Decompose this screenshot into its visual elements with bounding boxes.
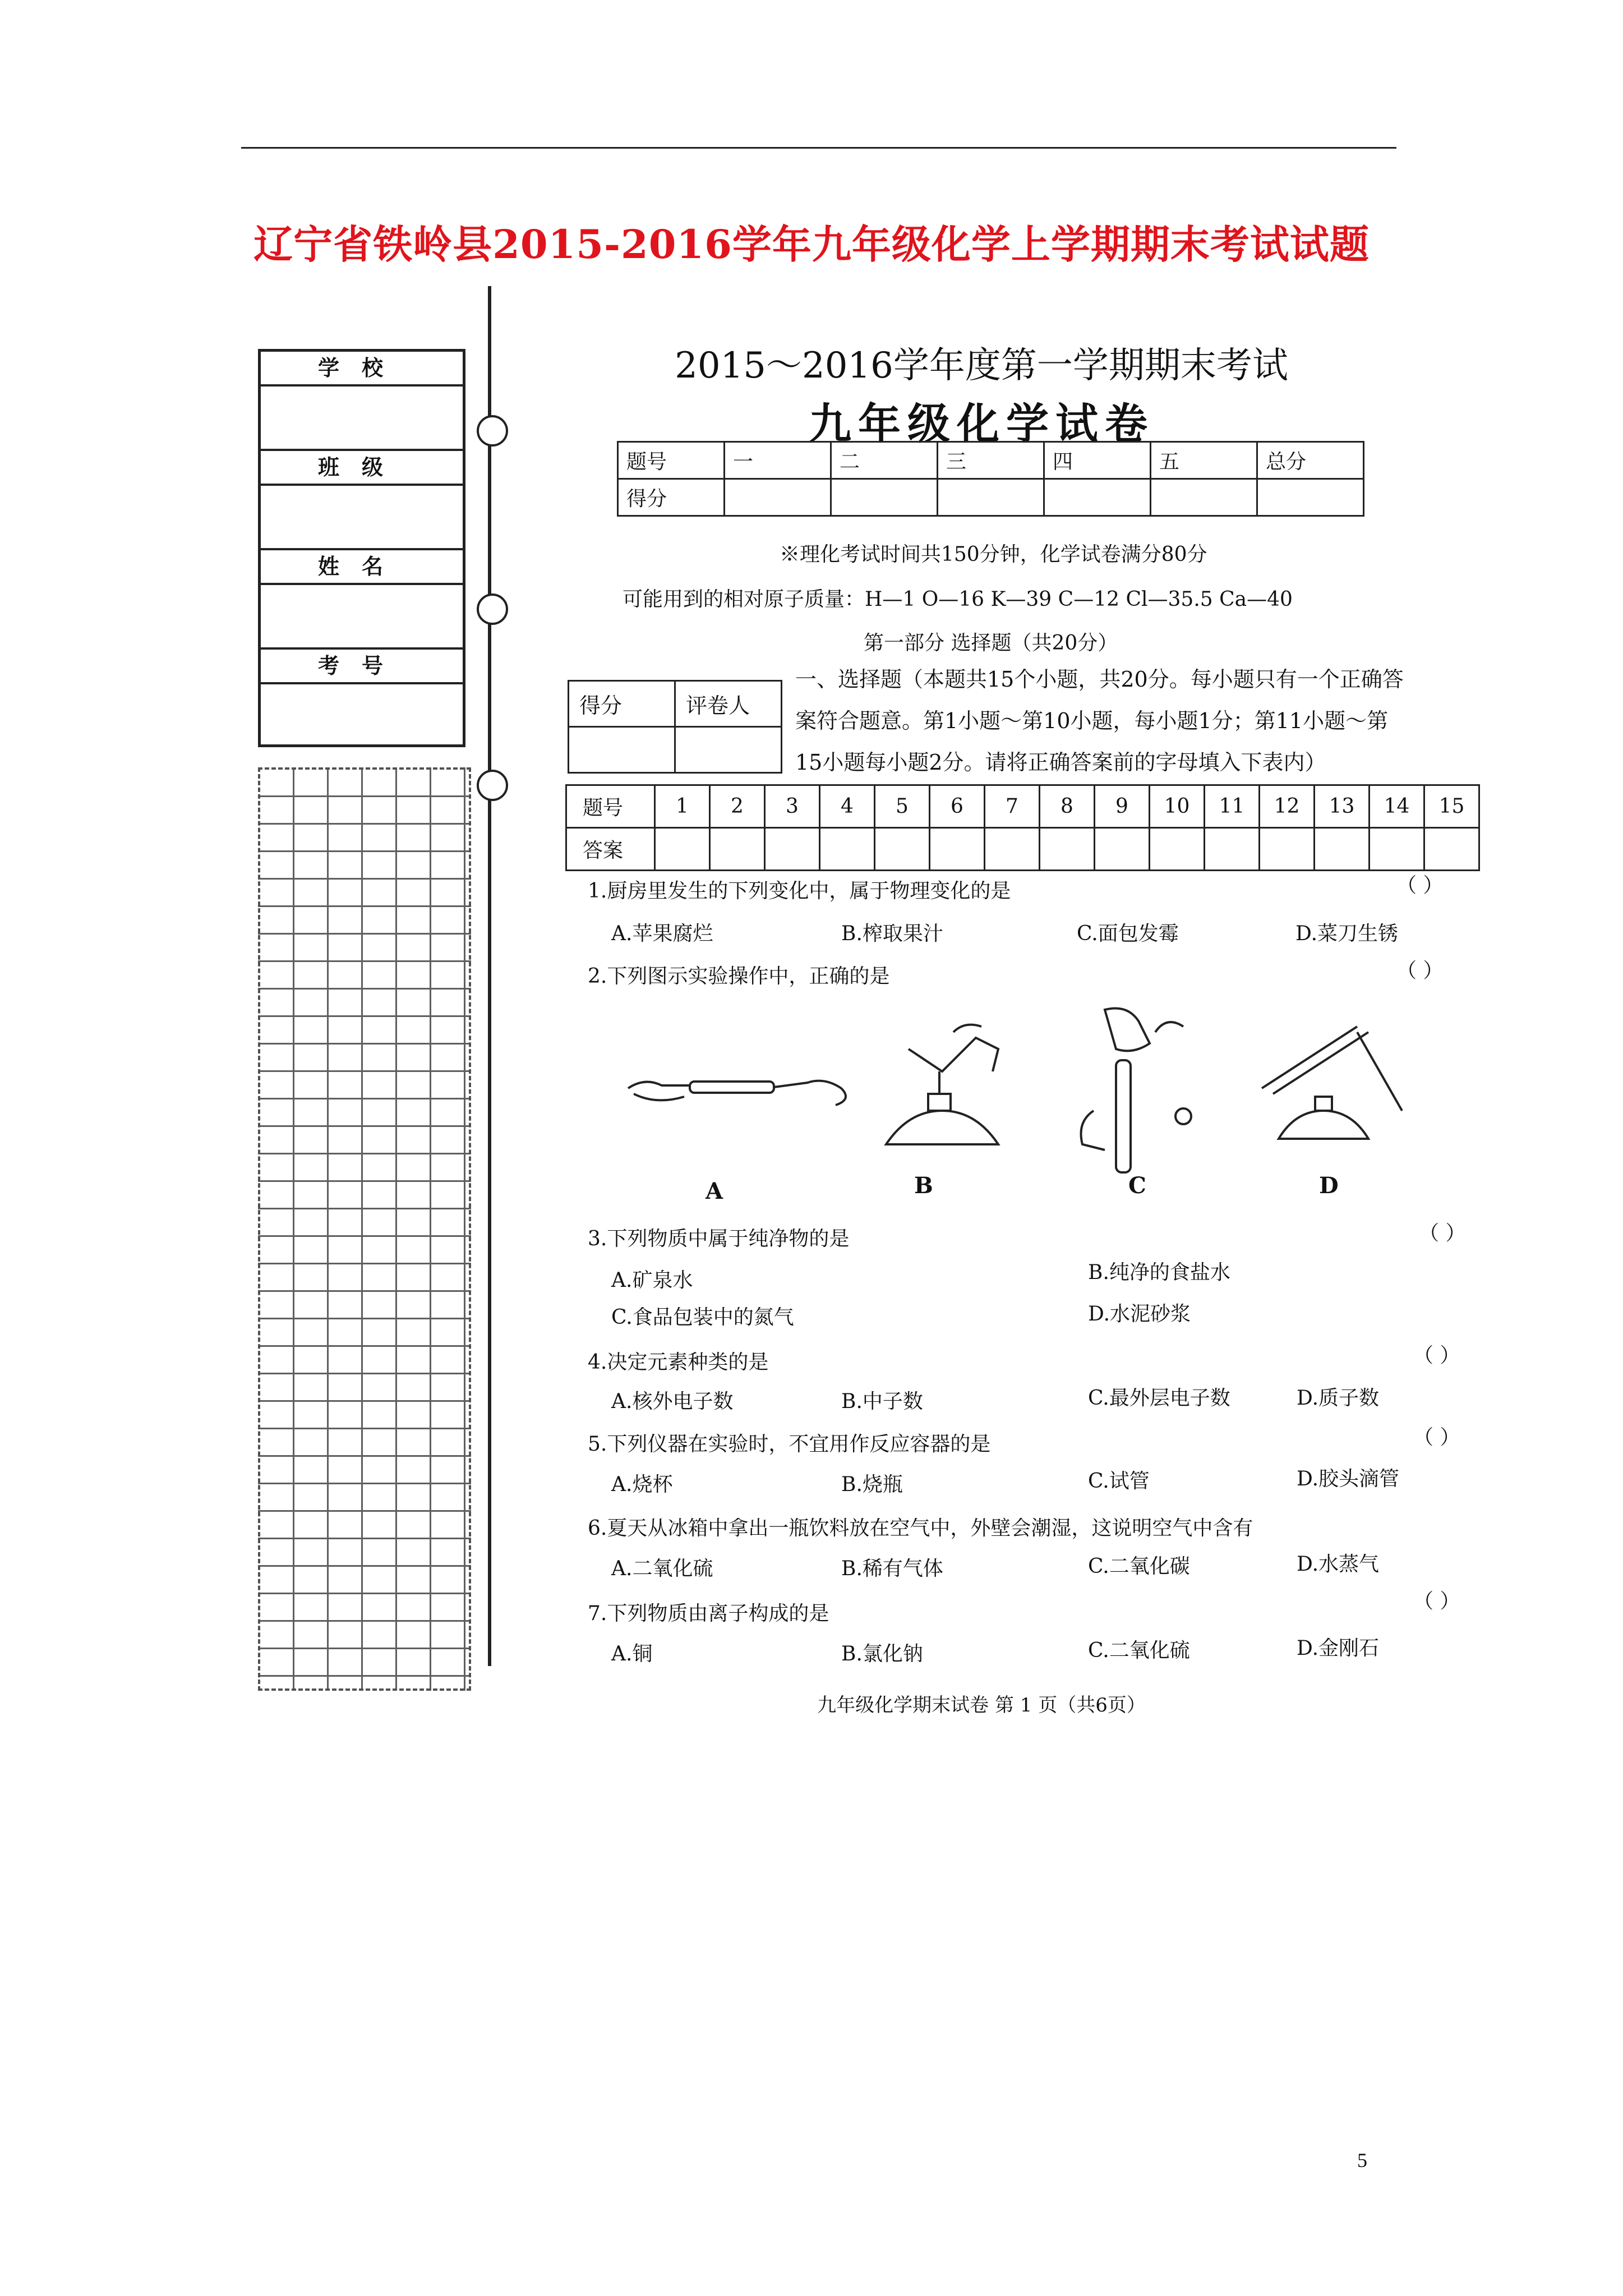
answer-paren: （ ） (1396, 959, 1444, 982)
score-cell: 五 (1151, 442, 1257, 479)
score-blank (831, 479, 938, 516)
binding-line (488, 286, 491, 1666)
answer-number: 14 (1370, 785, 1424, 828)
question-option: C.二氧化碳 (1088, 1555, 1190, 1578)
answer-number: 1 (655, 785, 710, 828)
question-option: C.食品包装中的氮气 (611, 1306, 794, 1329)
section-intro: 一、选择题（本题共15个小题，共20分。每小题只有一个正确答 (795, 667, 1404, 692)
answer-number: 3 (765, 785, 820, 828)
binding-hole (477, 415, 508, 447)
figure-c-pouring (1081, 1009, 1192, 1173)
question-option: D.金刚石 (1297, 1637, 1380, 1660)
question-option: C.面包发霉 (1077, 922, 1179, 945)
answer-cell (655, 828, 710, 871)
question-option: D.胶头滴管 (1297, 1467, 1400, 1490)
section-intro: 15小题每小题2分。请将正确答案前的字母填入下表内） (795, 750, 1326, 775)
answer-paren: （ ） (1396, 874, 1444, 897)
answer-cell (820, 828, 875, 871)
score-blank (1044, 479, 1151, 516)
info-label-class: 班级 (261, 451, 463, 486)
answer-cell (985, 828, 1040, 871)
question-option: D.质子数 (1297, 1387, 1380, 1410)
document-title: 辽宁省铁岭县2015-2016学年九年级化学上学期期末考试试题 (253, 221, 1370, 268)
lab-operations-figure (617, 999, 1436, 1200)
question-option: D.水蒸气 (1297, 1553, 1380, 1576)
grader-blank (569, 727, 675, 773)
exam-note: ※理化考试时间共150分钟，化学试卷满分80分 (780, 543, 1207, 566)
question-option: B.中子数 (841, 1390, 923, 1413)
answer-paren: （ ） (1419, 1222, 1466, 1245)
answer-number: 2 (710, 785, 765, 828)
score-blank (938, 479, 1044, 516)
answer-cell (1040, 828, 1095, 871)
answer-number: 10 (1150, 785, 1205, 828)
figure-a-test-tube (628, 1081, 846, 1105)
question-option: A.烧杯 (611, 1473, 673, 1496)
answer-cell (1205, 828, 1260, 871)
answer-cell (1315, 828, 1370, 871)
grader-blank (675, 727, 782, 773)
question-option: B.稀有气体 (841, 1557, 943, 1580)
score-cell: 题号 (618, 442, 725, 479)
question-option: B.烧瓶 (841, 1473, 903, 1496)
figure-label-b: B (914, 1172, 933, 1199)
answer-number: 8 (1040, 785, 1095, 828)
header-rule (241, 147, 1396, 149)
question-option: A.二氧化硫 (611, 1557, 713, 1580)
figure-b-alcohol-lamp (886, 1025, 998, 1144)
info-label-id: 考号 (261, 650, 463, 684)
answer-paren: （ ） (1413, 1590, 1460, 1613)
score-cell: 总分 (1257, 442, 1364, 479)
score-blank (1257, 479, 1364, 516)
answer-number: 7 (985, 785, 1040, 828)
question-option: A.核外电子数 (611, 1390, 734, 1413)
exam-footer: 九年级化学期末试卷 第 1 页（共6页） (817, 1694, 1146, 1717)
answer-cell (1150, 828, 1205, 871)
binding-hole (477, 770, 508, 801)
answer-number: 13 (1315, 785, 1370, 828)
question-stem: 6.夏天从冰箱中拿出一瓶饮料放在空气中，外壁会潮湿，这说明空气中含有 (588, 1517, 1253, 1540)
figure-label-c: C (1128, 1172, 1146, 1199)
score-cell: 三 (938, 442, 1044, 479)
section-intro: 案符合题意。第1小题～第10小题，每小题1分；第11小题～第 (795, 708, 1389, 733)
score-table (617, 441, 1364, 517)
question-stem: 7.下列物质由离子构成的是 (588, 1602, 829, 1625)
answer-table-header: 题号 (566, 785, 655, 828)
question-stem: 1.厨房里发生的下列变化中，属于物理变化的是 (588, 880, 1011, 903)
answer-number: 6 (930, 785, 985, 828)
answer-cell (1260, 828, 1315, 871)
question-option: B.氯化钠 (841, 1642, 923, 1665)
question-option: C.最外层电子数 (1088, 1387, 1230, 1410)
score-cell: 四 (1044, 442, 1151, 479)
question-option: D.菜刀生锈 (1295, 922, 1399, 945)
question-option: C.试管 (1088, 1470, 1150, 1493)
binding-hole (477, 593, 508, 625)
answer-cell (710, 828, 765, 871)
student-info-box (258, 349, 465, 747)
answer-number: 9 (1095, 785, 1150, 828)
score-cell: 二 (831, 442, 938, 479)
answer-cell (1424, 828, 1479, 871)
page-number: 5 (1357, 2149, 1367, 2171)
answer-paren: （ ） (1413, 1344, 1460, 1367)
question-stem: 2.下列图示实验操作中，正确的是 (588, 965, 890, 988)
part-title: 第一部分 选择题（共20分） (864, 632, 1118, 655)
question-option: B.纯净的食盐水 (1088, 1261, 1230, 1284)
info-field-name (261, 585, 463, 650)
question-option: C.二氧化硫 (1088, 1639, 1190, 1662)
grader-cell: 评卷人 (675, 681, 782, 727)
question-option: A.铜 (611, 1642, 653, 1665)
exam-subtitle: 九年级化学试卷 (809, 399, 1154, 449)
info-field-school (261, 386, 463, 451)
answer-cell (1095, 828, 1150, 871)
grader-cell: 得分 (569, 681, 675, 727)
answer-number: 12 (1260, 785, 1315, 828)
question-stem: 3.下列物质中属于纯净物的是 (588, 1227, 850, 1250)
info-label-school: 学校 (261, 352, 463, 386)
answer-number: 11 (1205, 785, 1260, 828)
question-option: B.榨取果汁 (841, 922, 943, 945)
exam-title: 2015～2016学年度第一学期期末考试 (675, 345, 1288, 386)
info-field-class (261, 486, 463, 550)
question-option: A.矿泉水 (611, 1269, 693, 1292)
score-cell: 一 (725, 442, 831, 479)
figure-label-a: A (706, 1178, 723, 1204)
question-stem: 5.下列仪器在实验时，不宜用作反应容器的是 (588, 1433, 991, 1456)
answer-cell (875, 828, 930, 871)
answer-table (565, 784, 1480, 871)
score-blank (1151, 479, 1257, 516)
answer-table-label: 答案 (566, 828, 655, 871)
atomic-masses: 可能用到的相对原子质量：H—1 O—16 K—39 C—12 Cl—35.5 Ca—40 (623, 588, 1293, 611)
answer-number: 15 (1424, 785, 1479, 828)
answer-cell (765, 828, 820, 871)
score-cell: 得分 (618, 479, 725, 516)
question-option: A.苹果腐烂 (611, 922, 713, 945)
answer-number: 4 (820, 785, 875, 828)
score-blank (725, 479, 831, 516)
answer-cell (1370, 828, 1424, 871)
figure-d-heating (1262, 1027, 1402, 1139)
question-stem: 4.决定元素种类的是 (588, 1351, 769, 1374)
info-label-name: 姓名 (261, 550, 463, 585)
answer-number: 5 (875, 785, 930, 828)
question-option: D.水泥砂浆 (1088, 1303, 1191, 1326)
writing-grid (258, 767, 471, 1691)
figure-label-d: D (1319, 1172, 1339, 1199)
answer-cell (930, 828, 985, 871)
answer-paren: （ ） (1413, 1426, 1460, 1449)
grader-table (568, 680, 782, 774)
